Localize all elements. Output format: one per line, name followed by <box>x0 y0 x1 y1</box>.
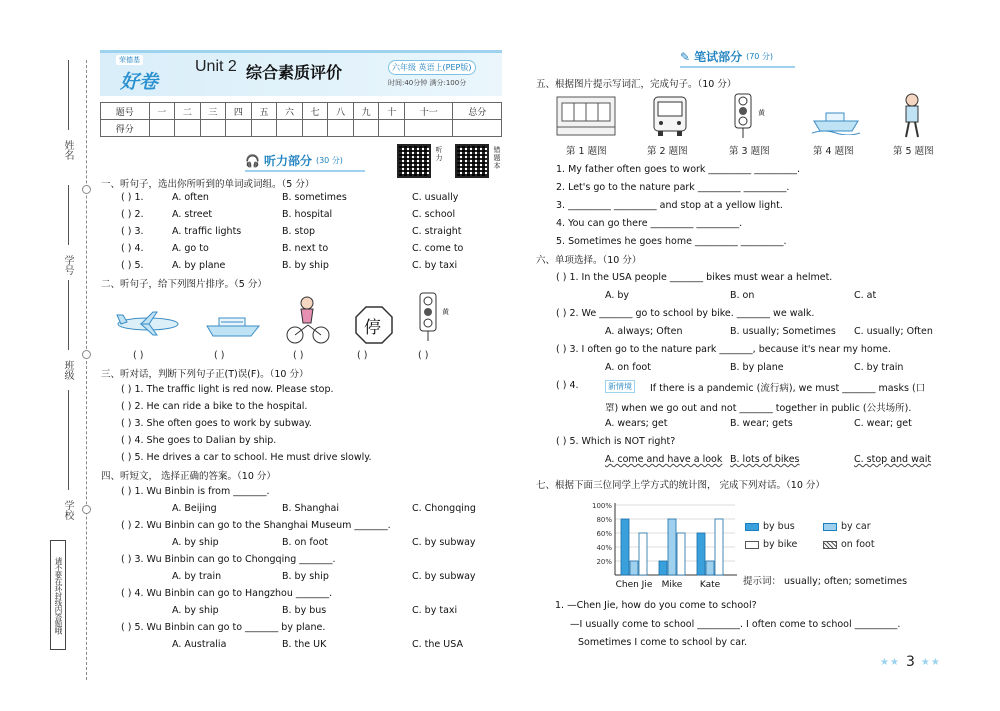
pencil-icon: ✎ <box>680 49 691 64</box>
id-rule <box>68 185 69 245</box>
mc-question[interactable]: ( ) 2. Wu Binbin can go to the Shanghai Museum _______. <box>121 520 391 531</box>
qr-code-icon[interactable] <box>455 144 489 178</box>
option-a: A. by plane <box>172 260 226 271</box>
stop-sign-char: 停 <box>364 318 381 338</box>
picture-caption: 第 2 题图 <box>647 146 688 157</box>
headphone-icon: 🎧 <box>245 153 260 168</box>
mc-question-cont: 罩) when we go out and not _______ together in public (公共场所). <box>605 403 912 414</box>
mc-question[interactable]: ( ) 1. Wu Binbin is from _______. <box>121 486 270 497</box>
score-cell: 得分 <box>101 120 150 137</box>
option-c: C. by subway <box>412 571 476 582</box>
answer-paren[interactable]: ( ) <box>214 350 225 361</box>
traffic-light-yellow-label: 黄 <box>442 308 449 316</box>
answer-paren[interactable]: ( ) 4. <box>121 243 144 254</box>
boy-walking-icon <box>900 93 924 139</box>
option-b: B. usually; Sometimes <box>730 326 836 337</box>
score-input[interactable] <box>328 120 354 137</box>
option-a: A. often <box>172 192 209 203</box>
score-cell: 五 <box>251 103 277 120</box>
grade-label: 六年级 英语上(PEP版) <box>388 60 476 75</box>
fill-blank-question[interactable]: 5. Sometimes he goes home _________ _________. <box>556 236 787 247</box>
option-b: B. wear; gets <box>730 418 793 429</box>
section7-question: 1. —Chen Jie, how do you come to school? <box>555 600 757 611</box>
picture-caption: 第 1 题图 <box>566 146 607 157</box>
traffic-light-icon <box>731 93 755 139</box>
tf-question[interactable]: ( ) 2. He can ride a bike to the hospital. <box>121 401 308 412</box>
section2-heading: 二、听句子，给下列图片排序。（5 分） <box>101 279 267 290</box>
bar <box>659 561 667 575</box>
listening-heading <box>245 152 343 169</box>
score-value-row <box>101 120 502 137</box>
mc-question[interactable]: ( ) 5. Which is NOT right? <box>556 436 676 447</box>
y-tick-label: 40% <box>596 544 612 552</box>
time-info: 时间:40分钟 满分:100分 <box>388 79 467 87</box>
x-tick-label: Mike <box>661 580 683 590</box>
bar <box>697 533 705 575</box>
score-input[interactable] <box>149 120 175 137</box>
option-b: B. next to <box>282 243 329 254</box>
mc-question[interactable]: ( ) 3. I often go to the nature park _______, because it's near my home. <box>556 344 891 355</box>
score-input[interactable] <box>379 120 405 137</box>
option-a: A. go to <box>172 243 209 254</box>
star-icon: ★★ <box>920 656 941 668</box>
answer-paren[interactable]: ( ) <box>357 350 368 361</box>
score-cell: 六 <box>277 103 303 120</box>
binding-warning: 请不要在环封线内答题哦 <box>50 540 66 650</box>
option-b: B. Shanghai <box>282 503 339 514</box>
option-a: A. on foot <box>605 362 651 373</box>
id-label: 学号 <box>62 255 73 275</box>
option-a: A. Australia <box>172 639 227 650</box>
qr-label: 错题本 <box>493 146 501 170</box>
option-c: C. by taxi <box>412 605 458 616</box>
option-a: A. street <box>172 209 213 220</box>
legend-swatch <box>745 541 759 549</box>
logo-text: 好卷 <box>120 71 159 93</box>
page-number-value: 3 <box>905 654 915 670</box>
score-input[interactable] <box>226 120 252 137</box>
listening-score: (30 分) <box>315 156 343 165</box>
legend-label: by bus <box>763 521 795 532</box>
school-label: 学校 <box>62 500 73 520</box>
option-b: B. sometimes <box>282 192 347 203</box>
bar <box>621 519 629 575</box>
section7-answer: Sometimes I come to school by car. <box>578 637 748 648</box>
answer-paren[interactable]: ( ) <box>418 350 429 361</box>
option-b: B. on foot <box>282 537 329 548</box>
option-c: C. by train <box>854 362 904 373</box>
option-a: A. by ship <box>172 537 219 548</box>
legend-label: by car <box>841 521 871 532</box>
option-b: B. hospital <box>282 209 333 220</box>
name-rule <box>68 60 69 130</box>
section7-answer[interactable]: —I usually come to school _________. I often come to school _________. <box>570 619 901 630</box>
traffic-light-icon <box>416 292 440 342</box>
score-cell: 总分 <box>453 103 502 120</box>
y-tick-label: 100% <box>591 502 612 510</box>
listening-title: 听力部分 <box>263 154 312 168</box>
score-input[interactable] <box>277 120 303 137</box>
y-tick-label: 80% <box>596 516 612 524</box>
mc-question[interactable]: ( ) 3. Wu Binbin can go to Chongqing _______. <box>121 554 336 565</box>
tf-question[interactable]: ( ) 5. He drives a car to school. He must drive slowly. <box>121 452 372 463</box>
section6-heading: 六、单项选择。（10 分） <box>536 255 642 266</box>
option-c: C. stop and wait <box>854 454 932 465</box>
score-table <box>100 102 502 137</box>
legend-item <box>823 539 875 550</box>
plane-icon <box>115 310 181 336</box>
score-input[interactable] <box>251 120 277 137</box>
option-b: B. by ship <box>282 571 329 582</box>
hint-words: 提示词： usually; often; sometimes <box>743 576 908 587</box>
score-cell: 十一 <box>404 103 453 120</box>
fill-blank-question[interactable]: 2. Let's go to the nature park _________ _________. <box>556 182 790 193</box>
picture-caption: 第 3 题图 <box>729 146 770 157</box>
answer-paren[interactable]: ( ) 2. <box>121 209 144 220</box>
option-a: A. wears; get <box>605 418 668 429</box>
mc-question[interactable]: ( ) 2. We _______ go to school by bike. _______ we walk. <box>556 308 815 319</box>
grade-box <box>388 60 496 92</box>
class-label: 班级 <box>62 360 73 380</box>
tf-question[interactable]: ( ) 4. She goes to Dalian by ship. <box>121 435 277 446</box>
answer-paren[interactable]: ( ) <box>293 350 304 361</box>
school-rule <box>68 390 69 490</box>
tf-question[interactable]: ( ) 3. She often goes to work by subway. <box>121 418 312 429</box>
subway-station-icon <box>556 95 616 137</box>
score-cell: 八 <box>328 103 354 120</box>
option-a: A. by train <box>172 571 222 582</box>
section4-heading: 四、听短文， 选择正确的答案。（10 分） <box>101 471 276 482</box>
x-tick-label: Kate <box>699 580 721 590</box>
fill-blank-question[interactable]: 4. You can go there _________ _________. <box>556 218 743 229</box>
legend-item <box>745 539 797 550</box>
option-c: C. school <box>412 209 456 220</box>
mc-question[interactable]: ( ) 1. In the USA people _______ bikes must wear a helmet. <box>556 272 833 283</box>
ship-icon <box>205 312 261 338</box>
option-c: C. wear; get <box>854 418 912 429</box>
girl-riding-bike-icon <box>283 295 331 345</box>
bar <box>668 519 676 575</box>
picture-caption: 第 5 题图 <box>893 146 934 157</box>
option-c: C. usually <box>412 192 459 203</box>
star-icon: ★★ <box>880 656 900 668</box>
bar <box>706 561 714 575</box>
written-title: 笔试部分 <box>694 50 743 64</box>
option-a: A. come and have a look <box>605 454 723 465</box>
score-input[interactable] <box>302 120 328 137</box>
option-b: B. by plane <box>730 362 784 373</box>
option-c: C. the USA <box>412 639 463 650</box>
score-cell: 三 <box>200 103 226 120</box>
written-score: (70 分) <box>746 52 774 61</box>
listening-underline <box>245 170 365 172</box>
score-cell: 一 <box>149 103 175 120</box>
option-a: A. Beijing <box>172 503 217 514</box>
new-context-badge: 新情境 <box>605 380 635 393</box>
picture-caption: 第 4 题图 <box>813 146 854 157</box>
x-tick-label: Chen Jie <box>615 580 653 590</box>
y-tick-label: 20% <box>596 558 612 566</box>
score-cell: 九 <box>353 103 379 120</box>
option-c: C. at <box>854 290 877 301</box>
unit-label: Unit 2 <box>195 58 237 75</box>
binding-hole <box>82 505 91 514</box>
option-a: A. traffic lights <box>172 226 242 237</box>
bar <box>715 519 723 575</box>
binding-dashed-line <box>86 60 87 680</box>
binding-margin <box>0 0 95 711</box>
section3-heading: 三、听对话，判断下列句子正(T)误(F)。（10 分） <box>101 369 309 380</box>
option-c: C. by taxi <box>412 260 458 271</box>
traffic-light-yellow-label: 黄 <box>758 109 765 117</box>
mc-question[interactable]: ( ) 4. Wu Binbin can go to Hangzhou _______. <box>121 588 333 599</box>
score-input[interactable] <box>175 120 201 137</box>
section5-heading: 五、根据图片提示写词汇，完成句子。（10 分） <box>536 79 737 90</box>
option-c: C. straight <box>412 226 462 237</box>
fill-blank-question[interactable]: 3. _________ _________ and stop at a yellow light. <box>556 200 783 211</box>
name-label: 姓名 <box>62 140 73 160</box>
bar <box>630 561 638 575</box>
bus-icon <box>650 95 690 137</box>
option-b: B. by ship <box>282 260 329 271</box>
binding-hole <box>82 350 91 359</box>
score-cell: 题号 <box>101 103 150 120</box>
legend-label: on foot <box>841 539 875 550</box>
header-banner <box>100 50 502 96</box>
written-underline <box>680 66 795 68</box>
qr-label: 听力 <box>435 146 443 162</box>
boat-icon <box>812 105 860 135</box>
score-input[interactable] <box>200 120 226 137</box>
written-heading <box>680 48 773 65</box>
legend-label: by bike <box>763 539 798 550</box>
option-c: C. come to <box>412 243 464 254</box>
score-cell: 四 <box>226 103 252 120</box>
class-rule <box>68 280 69 350</box>
fill-blank-question[interactable]: 1. My father often goes to work _________ _________. <box>556 164 800 175</box>
bar-chart <box>585 495 745 595</box>
bar <box>677 533 685 575</box>
option-b: B. on <box>730 290 755 301</box>
legend-swatch <box>823 523 837 531</box>
section1-heading: 一、听句子，选出你所听到的单词或词组。（5 分） <box>101 179 315 190</box>
score-cell: 二 <box>175 103 201 120</box>
option-a: A. by ship <box>172 605 219 616</box>
score-input[interactable] <box>404 120 453 137</box>
score-input[interactable] <box>353 120 379 137</box>
bar <box>639 533 647 575</box>
qr-code-icon[interactable] <box>397 144 431 178</box>
score-cell: 十 <box>379 103 405 120</box>
option-c: C. by subway <box>412 537 476 548</box>
score-cell: 七 <box>302 103 328 120</box>
legend-swatch <box>745 523 759 531</box>
option-a: A. always; Often <box>605 326 683 337</box>
option-c: C. Chongqing <box>412 503 476 514</box>
option-b: B. stop <box>282 226 316 237</box>
y-tick-label: 60% <box>596 530 612 538</box>
option-a: A. by <box>605 290 630 301</box>
answer-paren[interactable]: ( ) 3. <box>121 226 144 237</box>
score-input[interactable] <box>453 120 502 137</box>
answer-paren[interactable]: ( ) <box>133 350 144 361</box>
tf-question[interactable]: ( ) 1. The traffic light is red now. Please stop. <box>121 384 334 395</box>
page-number <box>880 654 941 670</box>
mc-question[interactable]: ( ) 5. Wu Binbin can go to _______ by plane. <box>121 622 326 633</box>
option-c: C. usually; Often <box>854 326 933 337</box>
option-b: B. the UK <box>282 639 327 650</box>
logo <box>106 53 160 95</box>
legend-swatch <box>823 541 837 549</box>
binding-hole <box>82 185 91 194</box>
section7-heading: 七、根据下面三位同学上学方式的统计图， 完成下列对话。（10 分） <box>536 480 825 491</box>
option-b: B. by bus <box>282 605 327 616</box>
legend-item <box>745 521 795 532</box>
option-b: B. lots of bikes <box>730 454 800 465</box>
answer-paren[interactable]: ( ) 5. <box>121 260 144 271</box>
legend-item <box>823 521 871 532</box>
mc-question-number[interactable]: ( ) 4. <box>556 380 579 391</box>
mc-question: If there is a pandemic (流行病), we must _______ masks (口 <box>650 383 926 394</box>
score-header-row <box>101 103 502 120</box>
brand-label: 荣德基 <box>116 55 143 65</box>
answer-paren[interactable]: ( ) 1. <box>121 192 144 203</box>
page-title: 综合素质评价 <box>246 63 343 82</box>
